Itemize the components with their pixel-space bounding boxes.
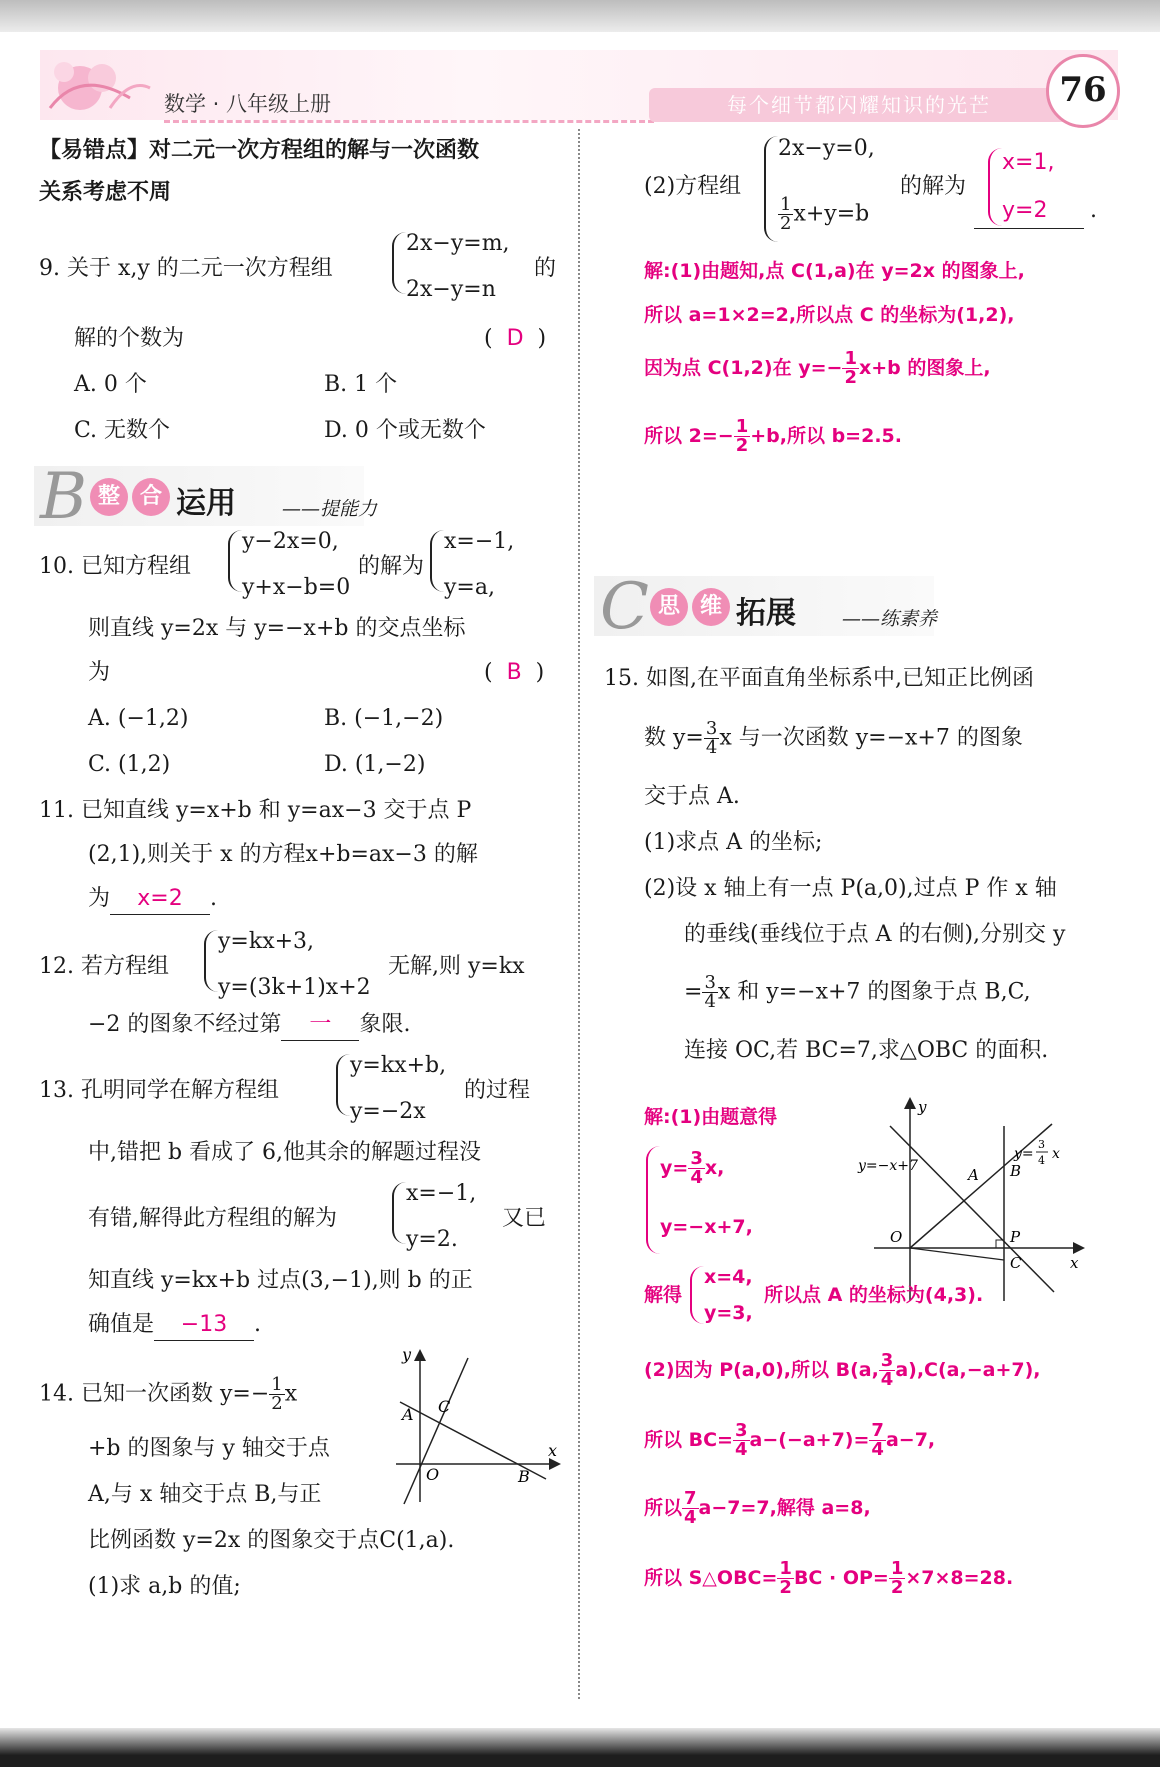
q14-fraction (269, 1376, 284, 1413)
q9-lead: 9. 关于 x,y 的二元一次方程组 (39, 256, 333, 281)
sol15-line3-post: 所以点 A 的坐标为(4,3). (764, 1284, 984, 1306)
q15-part2-line3-den: 4 (704, 991, 716, 1012)
q15-part2-line2: 的垂线(垂线位于点 A 的右侧),分别交 y (684, 922, 1066, 947)
section-c-subtitle: ——练素养 (842, 608, 938, 630)
sol15-result2: y=3, (704, 1302, 753, 1324)
q15-part1: (1)求点 A 的坐标; (644, 830, 823, 855)
q14p2-end: . (1090, 198, 1097, 223)
sol14-line3-den: 2 (844, 367, 857, 388)
q15-label-three-quarter-x-num: 3 (1038, 1138, 1045, 1151)
q13-lead: 13. 孔明同学在解方程组 (39, 1078, 279, 1103)
sol15-line7-post: ×7×8=28. (905, 1567, 1014, 1589)
sol14-line3 (644, 350, 991, 387)
q10-option-b: B. (−1,−2) (324, 706, 444, 731)
q11-line3 (88, 884, 217, 915)
q14p2-answer-underline (974, 228, 1084, 229)
sol15-result1: x=4, (704, 1266, 753, 1288)
q9-eq1: 2x−y=m, (406, 231, 510, 256)
q9-option-d: D. 0 个或无数个 (324, 418, 486, 443)
q15-line2-post: x 与一次函数 y=−x+7 的图象 (719, 725, 1023, 751)
section-b-bubble2: 合 (132, 478, 170, 516)
sol15-sys1-pre: y= (660, 1157, 689, 1179)
column-divider (578, 129, 580, 1699)
sol15-line7-den1: 2 (779, 1577, 792, 1598)
q15-part2-line3-frac (702, 974, 717, 1011)
q14-line1-pre: 14. 已知一次函数 y=− (39, 1381, 270, 1407)
q15-label-three-quarter-x-den: 4 (1038, 1154, 1045, 1167)
q14p2-eq1: 2x−y=0, (778, 136, 875, 161)
sol14-line4-den: 2 (735, 435, 749, 456)
q13-line3-pre: 有错,解得此方程组的解为 (88, 1206, 337, 1231)
q12-eq1: y=kx+3, (218, 929, 315, 954)
sol15-line5-num2: 7 (871, 1420, 884, 1441)
flower-ornament-icon (40, 48, 160, 120)
sol15-line3-pre: 解得 (644, 1284, 683, 1306)
mistake-heading-line1: 【易错点】对二元一次方程组的解与一次函数 (39, 138, 480, 163)
page-number: 76 (1046, 54, 1120, 128)
q15-point-c: C (1010, 1254, 1022, 1272)
q15-line2 (644, 720, 1023, 757)
q13-line5-post: . (254, 1312, 262, 1337)
section-c-bubble1: 思 (650, 588, 688, 626)
q9-answer-bracket: ( D ) (484, 326, 547, 351)
q15-line2-frac (704, 720, 719, 757)
sol14-line3-post: x+b 的图象上, (858, 357, 991, 379)
q10-answer: B (506, 660, 522, 685)
q10-sol1: x=−1, (444, 529, 515, 554)
sol15-line7-num2: 1 (890, 1558, 904, 1579)
q15-label-three-quarter-x-pre: y= (1014, 1146, 1034, 1162)
q12-line2-pre: −2 的图象不经过第 (88, 1012, 282, 1037)
q10-lead: 10. 已知方程组 (39, 554, 191, 579)
sol15-sys1 (660, 1150, 724, 1187)
q15-point-a: A (968, 1166, 979, 1184)
q15-line2-pre: 数 y= (644, 725, 704, 751)
sol15-line7-frac2 (889, 1560, 906, 1597)
sol15-line5-num1: 3 (734, 1420, 748, 1441)
q14-line1 (39, 1376, 297, 1413)
sol15-sys1-num: 3 (690, 1148, 703, 1169)
q10-option-d: D. (1,−2) (324, 752, 426, 777)
sol14-line2: 所以 a=1×2=2,所以点 C 的坐标为(1,2), (644, 304, 1015, 326)
q14-line2: +b 的图象与 y 轴交于点 (88, 1436, 330, 1461)
q10-eq2: y+x−b=0 (242, 575, 351, 600)
sol15-line5-mid: a−(−a+7)= (749, 1429, 870, 1451)
sol15-line6-den: 4 (684, 1507, 697, 1528)
q15-origin: O (890, 1228, 903, 1246)
sol15-sys1-den: 4 (690, 1167, 703, 1188)
section-c-bubble2: 维 (692, 588, 730, 626)
sol15-line4-pre: (2)因为 P(a,0),所以 B(a, (644, 1359, 879, 1381)
q15-point-b: B (1010, 1162, 1022, 1180)
q10-line3: 为 (88, 660, 111, 685)
sol15-sys1-post: x, (704, 1157, 725, 1179)
q14-line4: 比例函数 y=2x 的图象交于点C(1,a). (88, 1528, 455, 1553)
q15-line-three-quarter-x (910, 1124, 1052, 1248)
page-header (34, 44, 1124, 126)
q12-answer: 一 (281, 1010, 359, 1041)
q11-line2: (2,1),则关于 x 的方程x+b=ax−3 的解 (88, 842, 478, 867)
sol15-line7-mid: BC · OP= (793, 1567, 889, 1589)
q14-y-label: y (402, 1345, 412, 1364)
sol15-line5-pre: 所以 BC= (644, 1429, 733, 1451)
sol15-sys1-frac (688, 1150, 705, 1187)
q9-option-b: B. 1 个 (324, 372, 398, 397)
section-b-bubble1: 整 (90, 478, 128, 516)
sol15-line7-pre: 所以 S△OBC= (644, 1567, 778, 1589)
q12-line2 (88, 1010, 410, 1041)
q14-frac-den: 2 (271, 1393, 283, 1414)
q14-origin: O (426, 1465, 440, 1484)
q11-line1: 11. 已知直线 y=x+b 和 y=ax−3 交于点 P (39, 798, 472, 823)
q15-part2-line4: 连接 OC,若 BC=7,求△OBC 的面积. (684, 1038, 1049, 1063)
section-c-title: 拓展 (736, 596, 796, 631)
q14p2-eq2-post: x+y=b (793, 201, 870, 227)
q13-line3-post: 又已 (502, 1206, 547, 1231)
q11-answer: x=2 (110, 884, 210, 915)
q15-segment-oc (910, 1248, 1004, 1260)
q14-x-label: x (548, 1441, 558, 1460)
sol15-line7 (644, 1560, 1013, 1597)
q15-x-label: x (1070, 1254, 1079, 1272)
sol15-line4-post: a),C(a,−a+7), (895, 1359, 1041, 1381)
q12-tail: 无解,则 y=kx (388, 954, 525, 979)
sol15-line6-num: 7 (684, 1488, 697, 1509)
q14p2-answer1: x=1, (1002, 150, 1055, 175)
q14-point-c: C (438, 1397, 451, 1416)
sol14-line3-pre: 因为点 C(1,2)在 y=− (644, 357, 843, 379)
sol14-line4-post: +b,所以 b=2.5. (750, 425, 902, 447)
sol15-line6-pre: 所以 (644, 1497, 683, 1519)
sol15-line5-frac1 (733, 1422, 750, 1459)
sol15-line6 (644, 1490, 871, 1527)
section-b-subtitle: ——提能力 (282, 498, 378, 520)
q14-point-a: A (402, 1405, 414, 1424)
q15-part2-line1: (2)设 x 轴上有一点 P(a,0),过点 P 作 x 轴 (644, 876, 1057, 901)
q13-line5 (88, 1310, 261, 1341)
q15-line2-num: 3 (705, 718, 718, 739)
q13-line2: 中,错把 b 看成了 6,他其余的解题过程没 (88, 1140, 482, 1165)
q9-tail: 的 (534, 256, 557, 281)
header-motto: 每个细节都闪耀知识的光芒 (649, 88, 1069, 122)
q10-answer-bracket: ( B ) (484, 660, 545, 685)
q15-label-neg-x-plus-7: y=−x+7 (858, 1158, 918, 1174)
sol15-line4-num: 3 (880, 1350, 894, 1371)
section-b-banner (34, 460, 414, 534)
q9-option-c: C. 无数个 (74, 418, 171, 443)
sol15-line5-frac2 (869, 1422, 886, 1459)
q14-line1-post: x (284, 1381, 298, 1407)
q9-answer: D (506, 326, 524, 351)
header-subject: 数学 · 八年级上册 (164, 92, 332, 116)
sol15-line5-post: a−7, (885, 1429, 936, 1451)
q10-line2: 则直线 y=2x 与 y=−x+b 的交点坐标 (88, 616, 466, 641)
viewer-top-bar (0, 0, 1160, 32)
q15-line2-den: 4 (705, 737, 718, 758)
q15-line1: 15. 如图,在平面直角坐标系中,已知正比例函 (604, 666, 1034, 691)
sol15-line6-frac (682, 1490, 699, 1527)
q15-y-label: y (918, 1098, 927, 1116)
q13-eq1: y=kx+b, (350, 1053, 447, 1078)
textbook-page (34, 44, 1124, 1724)
q13-answer: −13 (154, 1310, 254, 1341)
sol15-line6-post: a−7=7,解得 a=8, (698, 1497, 871, 1519)
q11-line3-post: . (210, 886, 218, 911)
sol14-line4-frac (734, 418, 751, 455)
sol15-line7-frac1 (777, 1560, 794, 1597)
q14p2-mid: 的解为 (900, 174, 967, 199)
q9-line2: 解的个数为 (74, 326, 185, 351)
sol15-line7-den2: 2 (890, 1577, 904, 1598)
sol14-line4-num: 1 (735, 416, 749, 437)
q15-point-p: P (1010, 1228, 1021, 1246)
sol14-line3-num: 1 (844, 348, 857, 369)
sol15-line1: 解:(1)由题意得 (644, 1106, 778, 1128)
sol15-line4-frac (879, 1352, 896, 1389)
q14-frac-num: 1 (271, 1374, 283, 1395)
section-c-letter: C (600, 570, 649, 644)
mistake-heading-line2: 关系考虑不周 (39, 180, 172, 205)
q14-part1: (1)求 a,b 的值; (88, 1574, 241, 1599)
q10-option-c: C. (1,2) (88, 752, 171, 777)
q14-line3: A,与 x 轴交于点 B,与正 (88, 1482, 322, 1507)
q15-graph (858, 1096, 1090, 1306)
q9-option-a: A. 0 个 (74, 372, 147, 397)
q10-mid: 的解为 (358, 554, 425, 579)
q15-part2-line3-num: 3 (704, 972, 716, 993)
sol15-line5-den1: 4 (734, 1439, 748, 1460)
q13-line5-pre: 确值是 (88, 1312, 155, 1337)
sol15-line7-num1: 1 (779, 1558, 792, 1579)
sol15-line5-den2: 4 (871, 1439, 884, 1460)
q14p2-answer2: y=2 (1002, 198, 1048, 223)
q13-tail: 的过程 (464, 1078, 531, 1103)
sol14-line4 (644, 418, 902, 455)
q10-sol2: y=a, (444, 575, 495, 600)
q15-label-three-quarter-x-post: x (1052, 1146, 1060, 1162)
q15-line3: 交于点 A. (644, 784, 740, 809)
sol14-line3-frac (842, 350, 859, 387)
sol15-line5 (644, 1422, 935, 1459)
section-b-letter: B (40, 460, 88, 534)
sol15-line4 (644, 1352, 1041, 1389)
q13-eq2: y=−2x (350, 1099, 426, 1124)
q12-lead: 12. 若方程组 (39, 954, 169, 979)
section-c-banner (594, 570, 974, 644)
sol15-sys2: y=−x+7, (660, 1216, 753, 1238)
q12-eq2: y=(3k+1)x+2 (218, 975, 371, 1000)
q13-line4: 知直线 y=kx+b 过点(3,−1),则 b 的正 (88, 1268, 473, 1293)
q15-part2-line3-post: x 和 y=−x+7 的图象于点 B,C, (717, 979, 1031, 1005)
q14p2-lead: (2)方程组 (644, 174, 742, 199)
q11-line3-pre: 为 (88, 886, 111, 911)
q14-graph (386, 1344, 566, 1504)
q12-line2-post: 象限. (359, 1012, 411, 1037)
section-b-title: 运用 (176, 486, 236, 521)
q14p2-fraction (778, 196, 793, 233)
q14-point-b: B (518, 1467, 530, 1486)
q10-eq1: y−2x=0, (242, 529, 339, 554)
q15-part2-line3 (684, 974, 1031, 1011)
q14p2-eq2 (778, 196, 869, 233)
sol14-line1: 解:(1)由题知,点 C(1,a)在 y=2x 的图象上, (644, 260, 1025, 282)
q14p2-frac-den: 2 (780, 213, 792, 234)
q14p2-frac-num: 1 (780, 194, 792, 215)
header-dashed-line (164, 120, 654, 123)
q9-eq2: 2x−y=n (406, 277, 496, 302)
q15-part2-line3-pre: = (684, 979, 703, 1005)
q13-sol2: y=2. (406, 1227, 458, 1252)
sol14-line4-pre: 所以 2=− (644, 425, 734, 447)
sol15-line4-den: 4 (880, 1369, 894, 1390)
viewer-bottom-bar (0, 1728, 1160, 1767)
q10-option-a: A. (−1,2) (88, 706, 189, 731)
q13-sol1: x=−1, (406, 1181, 477, 1206)
